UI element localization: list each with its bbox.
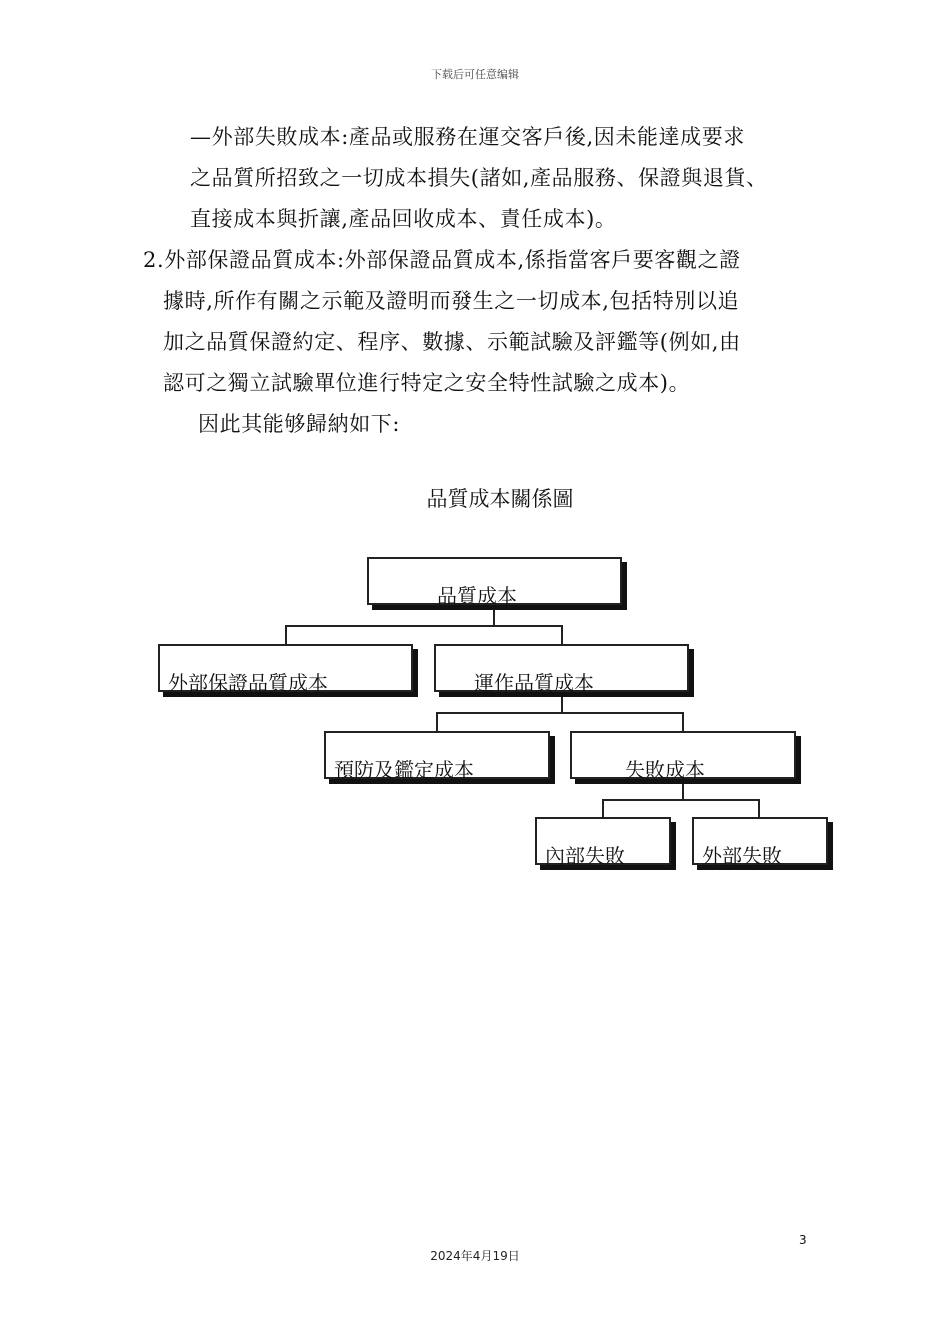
body-line-1: —外部失敗成本:產品或服務在運交客戶後,因未能達成要求 <box>190 125 745 149</box>
connector <box>602 799 604 818</box>
connector <box>561 625 563 645</box>
node-label: 失敗成本 <box>625 758 705 782</box>
connector <box>285 625 563 627</box>
node-failure-cost <box>570 731 796 782</box>
body-line-6: 加之品質保證約定、程序、數據、示範試驗及評鑑等(例如,由 <box>163 330 741 354</box>
body-line-4: 2.外部保證品質成本:外部保證品質成本,係指當客戶要客觀之證 <box>143 248 741 272</box>
node-external-assurance-cost <box>158 644 413 695</box>
node-prevention-appraisal-cost <box>324 731 550 782</box>
connector <box>436 712 684 714</box>
node-operating-quality-cost <box>434 644 689 695</box>
node-label: 品質成本 <box>437 584 517 608</box>
node-label: 內部失敗 <box>545 844 625 868</box>
node-quality-cost <box>367 557 622 608</box>
body-line-2: 之品質所招致之一切成本損失(諸如,產品服務、保證與退貨、 <box>190 166 768 190</box>
connector <box>285 625 287 645</box>
connector <box>436 712 438 732</box>
node-label: 預防及鑑定成本 <box>334 758 474 782</box>
page-header-note: 下载后可任意编辑 <box>431 68 519 81</box>
page-footer-date: 2024年4月19日 <box>430 1249 520 1263</box>
body-line-7: 認可之獨立試驗單位進行特定之安全特性試驗之成本)。 <box>163 371 691 395</box>
body-line-8: 因此其能够歸納如下: <box>198 412 401 436</box>
connector <box>602 799 760 801</box>
connector <box>758 799 760 818</box>
page-number: 3 <box>799 1233 807 1247</box>
node-external-failure <box>692 817 828 868</box>
node-label: 外部失敗 <box>702 844 782 868</box>
node-label: 運作品質成本 <box>474 671 594 695</box>
node-label: 外部保證品質成本 <box>168 671 328 695</box>
body-line-5: 據時,所作有關之示範及證明而發生之一切成本,包括特別以追 <box>163 289 740 313</box>
diagram-title: 品質成本關係圖 <box>426 487 574 511</box>
connector <box>682 712 684 732</box>
body-line-3: 直接成本與折讓,產品回收成本、責任成本)。 <box>190 207 617 231</box>
node-internal-failure <box>535 817 671 868</box>
